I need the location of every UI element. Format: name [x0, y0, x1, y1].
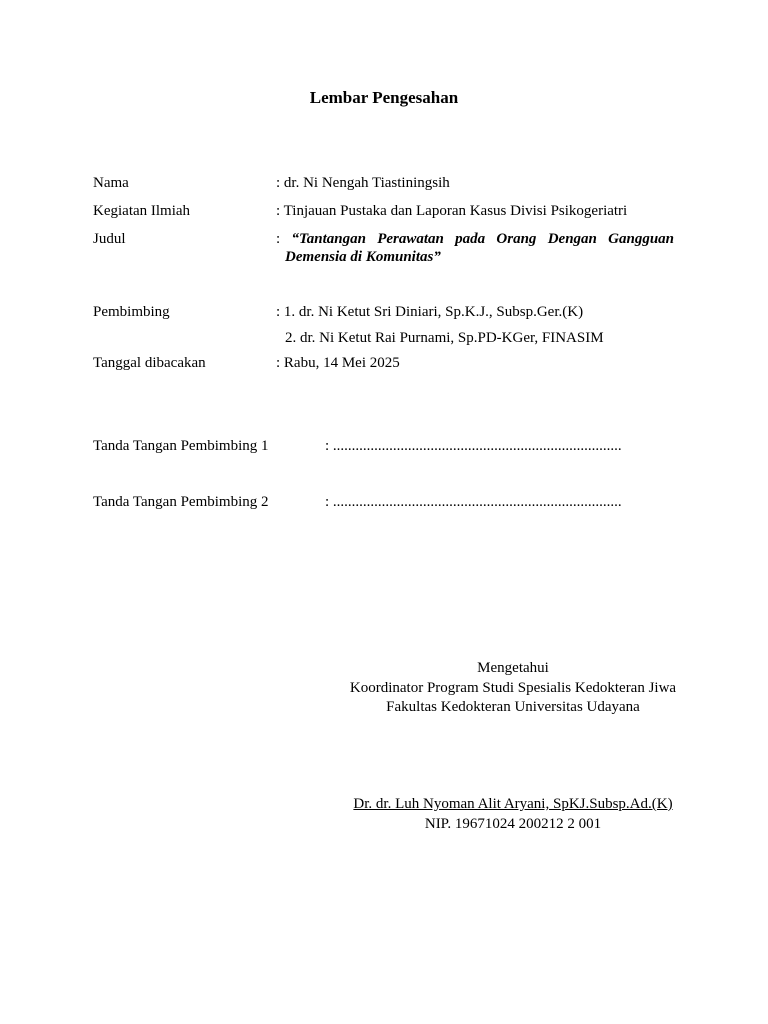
field-judul-value: [276, 230, 674, 266]
approval-koordinator: Koordinator Program Studi Spesialis Kedokteran Jiwa: [349, 679, 677, 696]
field-judul-prefix: :: [276, 231, 292, 247]
field-tanggal-value: : Rabu, 14 Mei 2025: [276, 355, 400, 371]
field-pembimbing-item1: : 1. dr. Ni Ketut Sri Diniari, Sp.K.J., Subsp.Ger.(K): [276, 304, 584, 320]
field-pembimbing-label: Pembimbing: [93, 304, 170, 320]
signature-pembimbing-1-label: Tanda Tangan Pembimbing 1: [93, 438, 269, 454]
signer-nip: NIP. 19671024 200212 2 001: [424, 815, 602, 832]
approval-fakultas: Fakultas Kedokteran Universitas Udayana: [386, 699, 640, 715]
field-judul-line2: Demensia di Komunitas”: [285, 249, 441, 265]
field-kegiatan-value: : Tinjauan Pustaka dan Laporan Kasus Divisi Psikogeriatri: [276, 203, 628, 219]
field-nama-label: Nama: [93, 175, 129, 191]
field-judul-line1: “Tantangan Perawatan pada Orang Dengan Gangguan: [291, 231, 675, 247]
field-judul-label: Judul: [93, 231, 126, 247]
signature-pembimbing-2-line: : .............................................................................: [325, 494, 622, 510]
field-nama-value: : dr. Ni Nengah Tiastiningsih: [276, 175, 450, 191]
signer-name: Dr. dr. Luh Nyoman Alit Aryani, SpKJ.Subsp.Ad.(K): [353, 796, 673, 812]
field-judul-line1-wrap: [276, 230, 674, 248]
approval-block: [326, 659, 700, 718]
field-pembimbing-item2: 2. dr. Ni Ketut Rai Purnami, Sp.PD-KGer, FINASIM: [285, 330, 604, 346]
field-kegiatan-label: Kegiatan Ilmiah: [93, 203, 191, 219]
approval-mengetahui: Mengetahui: [477, 660, 549, 676]
page-title: Lembar Pengesahan: [309, 88, 459, 107]
approval-signer: [326, 795, 700, 834]
field-tanggal-label: Tanggal dibacakan: [93, 355, 206, 371]
signature-pembimbing-2-label: Tanda Tangan Pembimbing 2: [93, 494, 269, 510]
signature-pembimbing-1-line: : .............................................................................: [325, 438, 622, 454]
